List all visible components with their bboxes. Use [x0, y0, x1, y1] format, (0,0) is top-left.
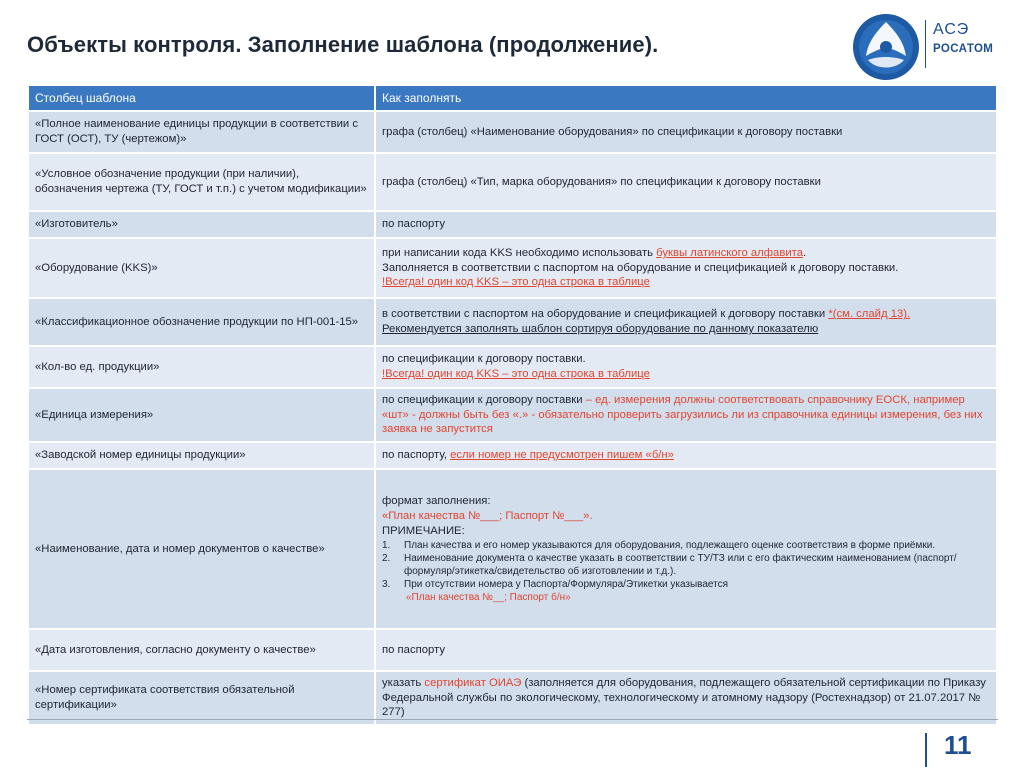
note-label: ПРИМЕЧАНИЕ: — [382, 524, 465, 537]
logo-text — [933, 22, 993, 56]
table-row — [29, 154, 996, 210]
table-row — [29, 112, 996, 152]
row-column-name: «Полное наименование единицы продукции в соответствии с ГОСТ (ОСТ), ТУ (чертежом)» — [29, 112, 374, 152]
note-item: 2. Наименование документа о качестве указать в соответствии с ТУ/ТЗ или с его фактическим наименованием (паспорт/формуляр/этикетка/свидетельство об изготовлении и т.д.). — [382, 552, 957, 577]
logo-line-rosatom: РОСАТОМ — [933, 43, 994, 55]
row-how-to-fill: графа (столбец) «Наименование оборудования» по спецификации к договору поставки — [376, 112, 996, 152]
row-how-to-fill — [376, 443, 996, 468]
row-how-to-fill — [376, 239, 996, 297]
table-row — [29, 630, 996, 670]
row-how-to-fill — [376, 672, 996, 724]
row-column-name: «Кол-во ед. продукции» — [29, 347, 374, 387]
unit-note: – ед. измерения должны соответствовать справочнику ЕОСК, например «шт» - должны быть без «.» - обязательно проверить загрузились ли из справочника единицы измерения, без них заявка не запустится — [382, 393, 983, 436]
note-example: «План качества №__; Паспорт б/н» — [406, 591, 571, 603]
table-row — [29, 347, 996, 387]
table-row — [29, 212, 996, 237]
table-row — [29, 239, 996, 297]
format-value: «План качества №___; Паспорт №___». — [382, 510, 593, 523]
qty-always-note: !Всегда! один код KKS – это одна строка в таблице — [382, 368, 650, 380]
template-table — [27, 84, 998, 726]
logo-line-ase: АСЭ — [933, 21, 970, 38]
row-column-name: «Условное обозначение продукции (при наличии), обозначения чертежа (ТУ, ГОСТ и т.п.) с учетом модификации» — [29, 154, 374, 210]
notes-list — [382, 539, 990, 604]
row-how-to-fill: по паспорту — [376, 212, 996, 237]
serial-text: по паспорту, — [382, 449, 451, 462]
page-title: Объекты контроля. Заполнение шаблона (продолжение). — [27, 32, 659, 57]
table-row — [29, 389, 996, 441]
row-column-name: «Изготовитель» — [29, 212, 374, 237]
row-how-to-fill — [376, 389, 996, 441]
row-column-name: «Классификационное обозначение продукции по НП-001-15» — [29, 299, 374, 345]
kks-dot: . — [802, 246, 807, 259]
row-column-name: «Единица измерения» — [29, 389, 374, 441]
format-label: формат заполнения: — [382, 495, 491, 508]
row-column-name: «Оборудование (KKS)» — [29, 239, 374, 297]
kks-latin-note: буквы латинского алфавита — [656, 246, 803, 259]
note-item: 1. План качества и его номер указываются для оборудования, подлежащего оценке соответствия в форме приёмки. — [382, 539, 936, 551]
row-how-to-fill: графа (столбец) «Тип, марка оборудования» по спецификации к договору поставки — [376, 154, 996, 210]
note-item: 3. При отсутствии номера у Паспорта/Формуляра/Этикетки указывается — [382, 578, 729, 590]
class-text: в соответствии с паспортом на оборудование и спецификацией к договору поставки — [382, 308, 829, 321]
table-header-row — [29, 86, 996, 110]
kks-always-note: !Всегда! один код KKS – это одна строка в таблице — [382, 276, 650, 289]
cert-rest: (заполняется для оборудования, подлежащего обязательной сертификации по Приказу Федеральной службы по экологическому, технологическому и атомному надзору (Ростехнадзор) от 21.07.2017 № 277) — [382, 676, 986, 719]
row-how-to-fill — [376, 347, 996, 387]
kks-text: при написании кода KKS необходимо использовать — [382, 246, 657, 259]
header-column-template: Столбец шаблона — [29, 86, 374, 110]
serial-note: если номер не предусмотрен пишем «б/н» — [450, 449, 674, 462]
cert-text: указать — [382, 676, 425, 689]
row-column-name: «Заводской номер единицы продукции» — [29, 443, 374, 468]
page-number-divider — [925, 733, 927, 767]
row-how-to-fill: по паспорту — [376, 630, 996, 670]
footer-divider — [27, 719, 998, 720]
qty-text: по спецификации к договору поставки. — [382, 353, 586, 366]
table-row — [29, 470, 996, 628]
slide-13-link[interactable]: *(см. слайд 13). — [828, 308, 911, 321]
logo-divider — [925, 20, 926, 68]
unit-text: по спецификации к договору поставки — [382, 393, 586, 406]
row-how-to-fill — [376, 470, 996, 628]
row-how-to-fill — [376, 299, 996, 345]
class-recommend: Рекомендуется заполнять шаблон сортируя оборудование по данному показателю — [382, 323, 819, 335]
table-row — [29, 443, 996, 468]
kks-fill-rule: Заполняется в соответствии с паспортом на оборудование и спецификацией к договору поставки. — [382, 261, 899, 274]
table-row — [29, 672, 996, 724]
row-column-name: «Наименование, дата и номер документов о качестве» — [29, 470, 374, 628]
row-column-name: «Номер сертификата соответствия обязательной сертификации» — [29, 672, 374, 724]
row-column-name: «Дата изготовления, согласно документу о качестве» — [29, 630, 374, 670]
page-number: 11 — [944, 730, 972, 760]
table-row — [29, 299, 996, 345]
cert-oiae: сертификат ОИАЭ — [424, 676, 522, 689]
header-how-to-fill: Как заполнять — [376, 86, 996, 110]
